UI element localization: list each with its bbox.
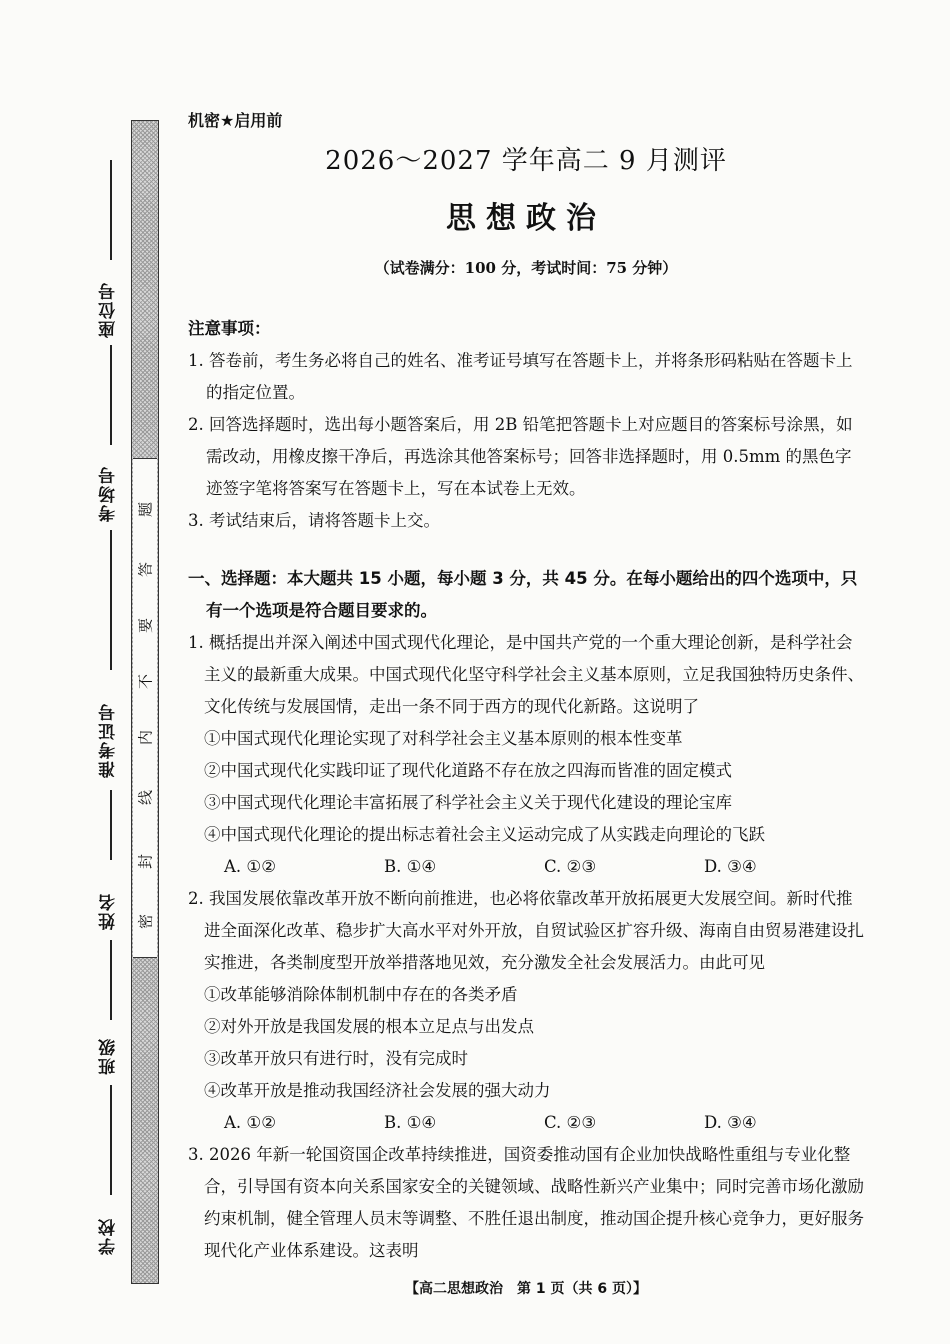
choice-b: B. ①④ [384,857,437,876]
question-1-option: ④中国式现代化理论的提出标志着社会主义运动完成了从实践走向理论的飞跃 [204,825,765,844]
name-line [110,790,112,860]
question-1-option: ①中国式现代化理论实现了对科学社会主义基本原则的根本性变革 [204,729,683,748]
question-2-option: ③改革开放只有进行时，没有完成时 [204,1049,468,1068]
question-2-choices [188,1107,864,1139]
question-1-stem: 1. 概括提出并深入阐述中国式现代化理论，是中国共产党的一个重大理论创新，是科学社会主义的最新重大成果。中国式现代化坚守科学社会主义基本原则，立足我国独特历史条件、文化传统与发展国情，走出一条不同于西方的现代化新路。这说明了 [188,633,864,716]
question-2-option: ②对外开放是我国发展的根本立足点与出发点 [204,1017,534,1036]
question-2-option: ①改革能够消除体制机制中存在的各类矛盾 [204,985,518,1004]
confidential-mark: 机密★启用前 [188,111,283,130]
school-line [110,1085,112,1195]
choice-d: D. ③④ [704,1113,757,1132]
seal-char: 内 [136,730,155,746]
seat-number-label: 座位号 [99,281,119,338]
exam-room-label: 考场号 [99,465,119,522]
choice-a: A. ①② [224,857,276,876]
seal-char: 不 [136,674,155,690]
choice-b: B. ①④ [384,1113,437,1132]
question-3-stem: 3. 2026 年新一轮国资国企改革持续推进，国资委推动国有企业加快战略性重组与专业化整合，引导国有资本向关系国家安全的关键领域、战略性新兴产业集中；同时完善市场化激励约束机制，健全管理人员末等调整、不胜任退出制度，推动国企提升核心竞争力，更好服务现代化产业体系建设。这表明 [188,1145,864,1260]
notice-section [188,313,864,537]
seal-char: 要 [136,618,155,634]
seal-char: 封 [136,854,155,870]
class-label: 班级 [99,1037,119,1075]
exam-title: 2026～2027 学年高二 9 月测评 [325,146,727,176]
question-1-choices [188,851,864,883]
name-label: 姓名 [99,892,119,930]
question-2-stem: 2. 我国发展依靠改革开放不断向前推进，也必将依靠改革开放拓展更大发展空间。新时代推进全面深化改革、稳步扩大高水平对外开放，自贸试验区扩容升级、海南自由贸易港建设扎实推进，各类制度型开放举措落地见效，充分激发全社会发展活力。由此可见 [188,889,864,972]
subject-title: 思想政治 [446,201,606,236]
choice-c: C. ②③ [544,857,597,876]
section-heading: 一、选择题：本大题共 15 小题，每小题 3 分，共 45 分。在每小题给出的四个选项中，只有一个选项是符合题目要求的。 [188,569,858,620]
seal-char: 答 [136,562,155,578]
section-choice [188,563,864,1267]
choice-c: C. ②③ [544,1113,597,1132]
notice-heading: 注意事项： [188,319,271,338]
exam-room-line [110,345,112,445]
seal-line-box [133,458,157,958]
choice-d: D. ③④ [704,857,757,876]
candidate-number-label: 准考证号 [99,702,119,778]
choice-a: A. ①② [224,1113,276,1132]
notice-item: 2. 回答选择题时，选出每小题答案后，用 2B 铅笔把答题卡上对应题目的答案标号涂黑，如需改动，用橡皮擦干净后，再选涂其他答案标号；回答非选择题时，用 0.5mm 的黑色字迹签字笔将答案写在答题卡上，写在本试卷上无效。 [188,415,853,498]
seal-char: 密 [136,914,155,930]
notice-item: 1. 答卷前，考生务必将自己的姓名、准考证号填写在答题卡上，并将条形码粘贴在答题卡上的指定位置。 [188,351,853,402]
seat-number-line [110,160,112,260]
notice-item: 3. 考试结束后，请将答题卡上交。 [188,511,440,530]
seal-char: 线 [136,790,155,806]
question-2-option: ④改革开放是推动我国经济社会发展的强大动力 [204,1081,551,1100]
school-label: 学校 [99,1217,119,1255]
question-1-option: ③中国式现代化理论丰富拓展了科学社会主义关于现代化建设的理论宝库 [204,793,732,812]
question-1-option: ②中国式现代化实践印证了现代化道路不存在放之四海而皆准的固定模式 [204,761,732,780]
class-line [110,940,112,1020]
exam-info: （试卷满分：100 分，考试时间：75 分钟） [374,259,678,277]
binding-margin [0,0,170,1344]
page-footer: 【高二思想政治 第 1 页（共 6 页）】 [405,1281,647,1297]
seal-char: 题 [136,502,155,518]
candidate-number-line [110,530,112,670]
